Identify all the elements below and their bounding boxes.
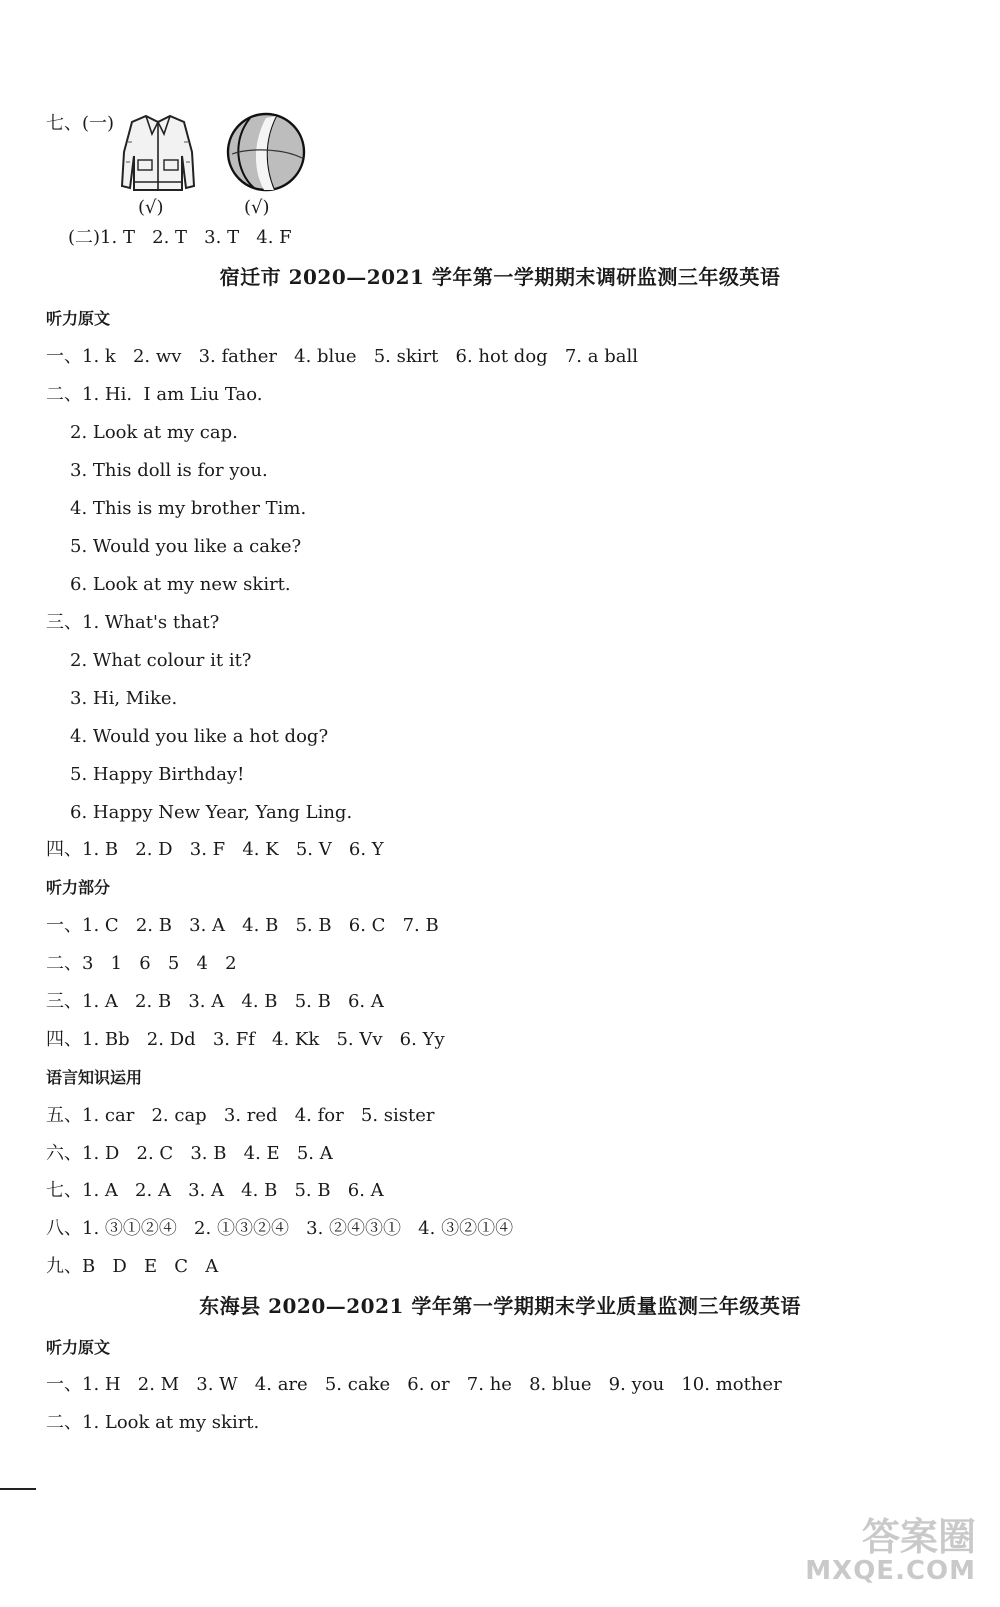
donghai-listening-text-label: 听力原文 — [46, 1338, 111, 1357]
donghai-l1: 一、1. H 2. M 3. W 4. are 5. cake 6. or 7. he 8. blue 9. you 10. mother — [46, 1374, 782, 1395]
watermark-bottom: MXQE.COM — [805, 1556, 976, 1586]
suqian-l4: 四、1. B 2. D 3. F 4. K 5. V 6. Y — [46, 839, 384, 860]
section-7-heading: 七、(一) — [46, 113, 115, 134]
suqian-l3-item: 三、1. What's that? — [46, 612, 220, 633]
suqian-a9: 九、B D E C A — [46, 1256, 219, 1277]
suqian-l2-item: 4. This is my brother Tim. — [70, 498, 307, 519]
suqian-a4: 四、1. Bb 2. Dd 3. Ff 4. Kk 5. Vv 6. Yy — [46, 1029, 445, 1050]
suqian-a7: 七、1. A 2. A 3. A 4. B 5. B 6. A — [46, 1180, 384, 1201]
footer-rule — [0, 1488, 36, 1490]
check-mark-1: (√) — [138, 197, 164, 218]
donghai-title: 东海县 2020—2021 学年第一学期期末学业质量监测三年级英语 — [199, 1294, 801, 1318]
donghai-l2: 二、1. Look at my skirt. — [46, 1412, 260, 1433]
suqian-l2-item: 2. Look at my cap. — [70, 422, 238, 443]
suqian-a8: 八、1. ③①②④ 2. ①③②④ 3. ②④③① 4. ③②①④ — [46, 1218, 514, 1239]
suqian-listening-label: 听力部分 — [46, 878, 111, 897]
suqian-a5: 五、1. car 2. cap 3. red 4. for 5. sister — [46, 1105, 435, 1126]
watermark — [805, 1517, 976, 1585]
suqian-l2-item: 6. Look at my new skirt. — [70, 574, 291, 595]
suqian-l3-item: 4. Would you like a hot dog? — [70, 726, 329, 747]
suqian-l2-item: 3. This doll is for you. — [70, 460, 268, 481]
suqian-language-label: 语言知识运用 — [46, 1068, 143, 1087]
suqian-listening-text-label: 听力原文 — [46, 309, 111, 328]
suqian-l3-item: 3. Hi, Mike. — [70, 688, 178, 709]
suqian-a3: 三、1. A 2. B 3. A 4. B 5. B 6. A — [46, 991, 384, 1012]
suqian-l3-item: 5. Happy Birthday! — [70, 764, 245, 785]
check-mark-2: (√) — [244, 197, 270, 218]
watermark-top: 答案圈 — [861, 1515, 976, 1559]
suqian-a6: 六、1. D 2. C 3. B 4. E 5. A — [46, 1143, 333, 1164]
suqian-l3-item: 6. Happy New Year, Yang Ling. — [70, 802, 353, 823]
section-7-part-2: (二)1. T 2. T 3. T 4. F — [68, 227, 292, 248]
suqian-l2-item: 5. Would you like a cake? — [70, 536, 302, 557]
suqian-title: 宿迁市 2020—2021 学年第一学期期末调研监测三年级英语 — [219, 265, 781, 289]
suqian-l3-item: 2. What colour it it? — [70, 650, 252, 671]
suqian-l1: 一、1. k 2. wv 3. father 4. blue 5. skirt 6. hot dog 7. a ball — [46, 346, 638, 367]
suqian-l2-item: 二、1. Hi. I am Liu Tao. — [46, 384, 263, 405]
suqian-a1: 一、1. C 2. B 3. A 4. B 5. B 6. C 7. B — [46, 915, 439, 936]
suqian-a2: 二、3 1 6 5 4 2 — [46, 953, 237, 974]
ball-icon — [224, 110, 308, 194]
jacket-icon — [118, 112, 198, 194]
